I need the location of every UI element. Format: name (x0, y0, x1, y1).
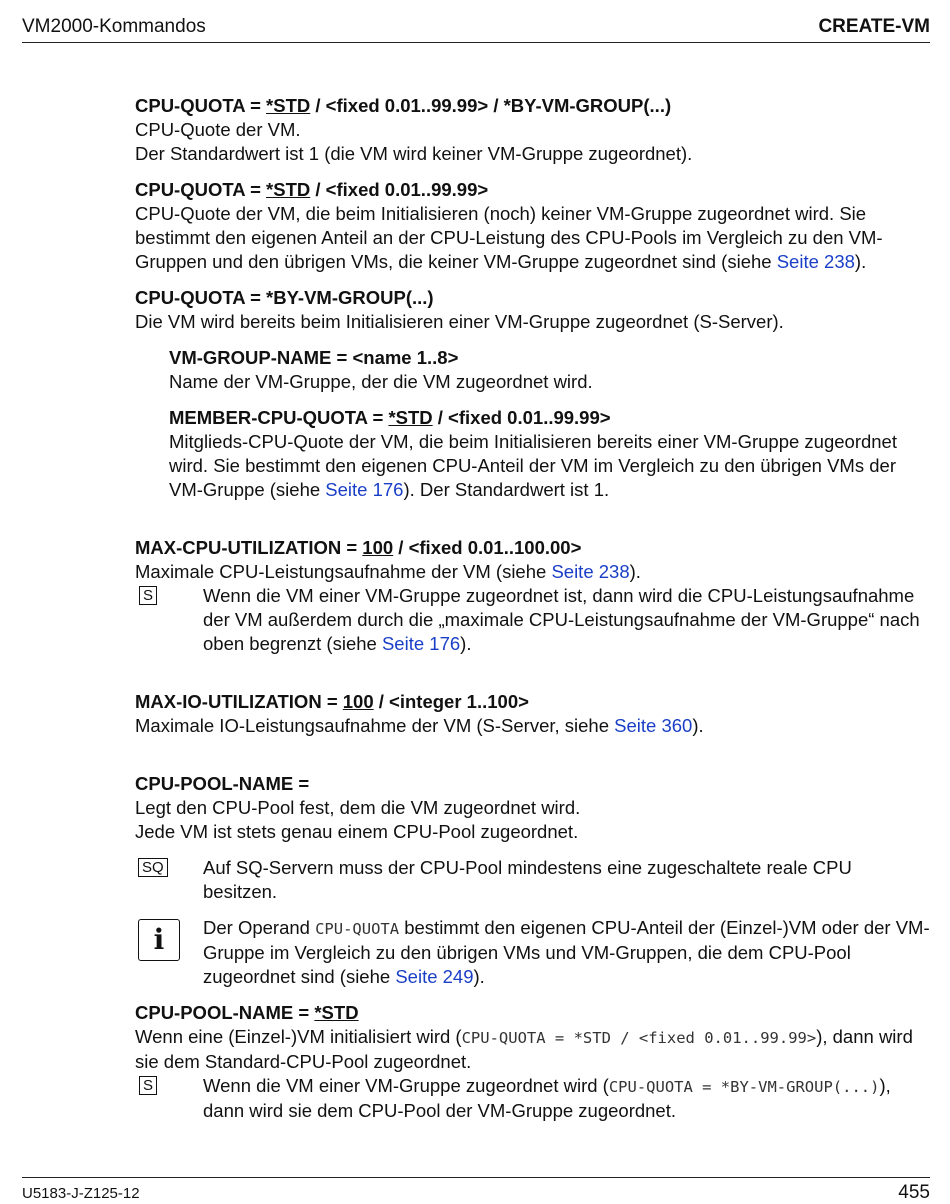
page-content (135, 94, 930, 1123)
page-link[interactable]: Seite 238 (776, 251, 855, 272)
header-chapter: VM2000-Kommandos (22, 16, 206, 37)
paragraph: Mitglieds-CPU-Quote der VM, die beim Initialisieren bereits einer VM-Gruppe zugeordnet wird. Sie bestimmt den eigenen CPU-Anteil der VM im Vergleich zu den übrigen VMs der VM-Gruppe (siehe Seite 176). Der Standardwert ist 1. (169, 431, 897, 500)
header-command: CREATE-VM (818, 16, 930, 37)
info-icon: i (138, 919, 180, 961)
s-server-note: S Wenn die VM einer VM-Gruppe zugeordnet wird (CPU-QUOTA = *BY-VM-GROUP(...)), dann wird sie dem CPU-Pool der VM-Gruppe zugeordnet. (135, 1074, 930, 1123)
heading-cpu-quota-std: CPU-QUOTA = *STD / <fixed 0.01..99.99> (135, 179, 489, 200)
paragraph: Name der VM-Gruppe, der die VM zugeordnet wird. (169, 371, 593, 392)
code-operand: CPU-QUOTA = *BY-VM-GROUP(...) (608, 1078, 880, 1096)
heading-cpu-pool-name-std: CPU-POOL-NAME = *STD (135, 1002, 359, 1023)
sq-server-tag: SQ (138, 858, 168, 877)
paragraph: CPU-Quote der VM, die beim Initialisieren (noch) keiner VM-Gruppe zugeordnet wird. Sie bestimmt den eigenen Anteil an der CPU-Leistung des CPU-Pools im Vergleich zu den VM-Gruppen und den übrigen VMs, die keiner VM-Gruppe zugeordnet sind (siehe Seite 238). (135, 203, 883, 272)
paragraph: Maximale CPU-Leistungsaufnahme der VM (siehe Seite 238). (135, 561, 641, 582)
s-server-note: S Wenn die VM einer VM-Gruppe zugeordnet ist, dann wird die CPU-Leistungsaufnahme der VM außerdem durch die „maximale CPU-Leistungsaufnahme der VM-Gruppe“ nach oben begrenzt (siehe Seite 176). (135, 584, 930, 656)
paragraph: Maximale IO-Leistungsaufnahme der VM (S-Server, siehe Seite 360). (135, 715, 704, 736)
sub-operands (135, 346, 930, 502)
paragraph: Wenn eine (Einzel-)VM initialisiert wird (CPU-QUOTA = *STD / <fixed 0.01..99.99>), dann wird sie dem Standard-CPU-Pool zugeordnet. (135, 1026, 913, 1072)
page-link[interactable]: Seite 249 (395, 966, 474, 987)
footer-doc-id: U5183-J-Z125-12 (22, 1185, 140, 1202)
text-line: Der Standardwert ist 1 (die VM wird keiner VM-Gruppe zugeordnet). (135, 143, 693, 164)
heading-vm-group-name: VM-GROUP-NAME = <name 1..8> (169, 347, 459, 368)
heading-max-io-utilization: MAX-IO-UTILIZATION = 100 / <integer 1..100> (135, 691, 529, 712)
s-server-tag: S (139, 586, 157, 605)
info-note: i Der Operand CPU-QUOTA bestimmt den eigenen CPU-Anteil der (Einzel-)VM oder der VM-Gruppe im Vergleich zu den übrigen VMs und VM-Gruppen, die dem CPU-Pool zugeordnet sind (siehe Seite 249). (135, 916, 930, 989)
text-line: Legt den CPU-Pool fest, dem die VM zugeordnet wird. (135, 797, 581, 818)
page-link[interactable]: Seite 176 (381, 633, 461, 654)
heading-cpu-pool-name: CPU-POOL-NAME = (135, 773, 310, 794)
page-number: 455 (898, 1182, 930, 1203)
page-link[interactable]: Seite 360 (614, 715, 693, 736)
code-operand: CPU-QUOTA (315, 920, 400, 938)
page-footer (22, 1177, 930, 1203)
heading-max-cpu-utilization: MAX-CPU-UTILIZATION = 100 / <fixed 0.01..100.00> (135, 537, 582, 558)
text-line: CPU-Quote der VM. (135, 119, 301, 140)
s-server-tag: S (139, 1076, 157, 1095)
page-header (22, 14, 930, 43)
paragraph: Die VM wird bereits beim Initialisieren einer VM-Gruppe zugeordnet (S-Server). (135, 311, 784, 332)
page-link[interactable]: Seite 176 (325, 479, 404, 500)
heading-cpu-quota-by-vm-group: CPU-QUOTA = *BY-VM-GROUP(...) (135, 287, 434, 308)
sq-server-note: SQ Auf SQ-Servern muss der CPU-Pool mindestens eine zugeschaltete reale CPU besitzen. (135, 856, 930, 904)
text-line: Jede VM ist stets genau einem CPU-Pool zugeordnet. (135, 821, 579, 842)
heading-member-cpu-quota: MEMBER-CPU-QUOTA = *STD / <fixed 0.01..99.99> (169, 407, 611, 428)
code-operand: CPU-QUOTA = *STD / <fixed 0.01..99.99> (461, 1029, 817, 1047)
page-link[interactable]: Seite 238 (551, 561, 630, 582)
heading-cpu-quota-all: CPU-QUOTA = *STD / <fixed 0.01..99.99> / *BY-VM-GROUP(...) (135, 95, 672, 116)
